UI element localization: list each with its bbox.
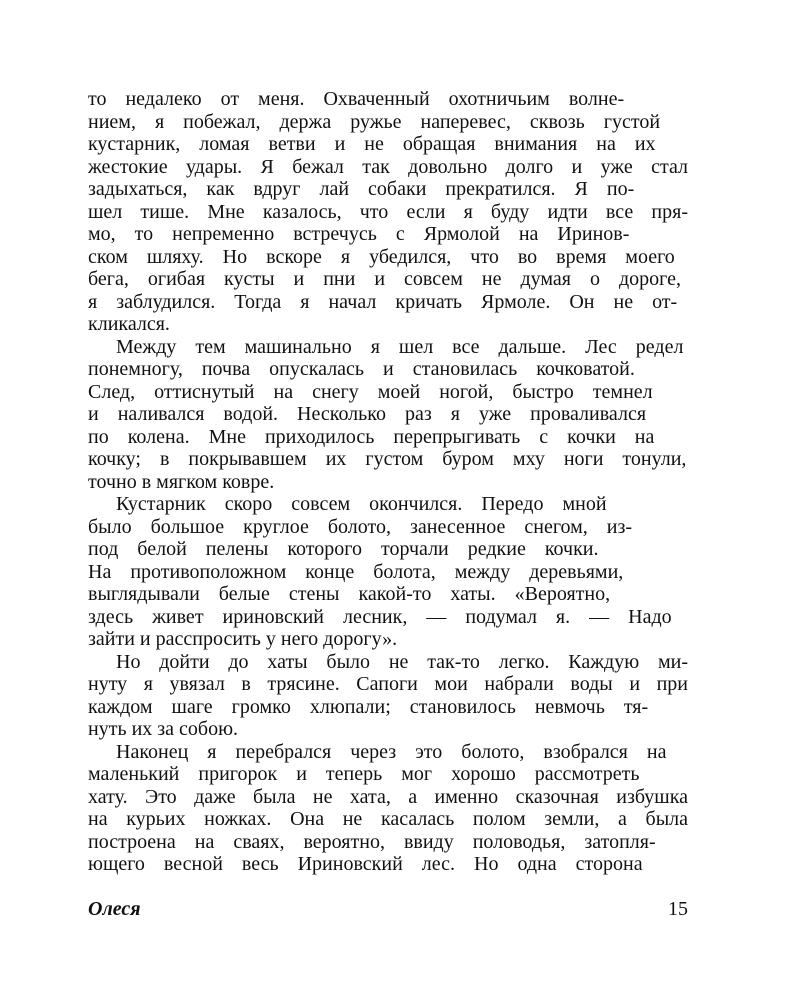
text-line: задыхаться, как вдруг лай собаки прекратился. Я по- bbox=[88, 178, 635, 200]
text-line: ющего весной весь Ириновский лес. Но одна сторона bbox=[88, 853, 643, 875]
text-line: Кустарник скоро совсем окончился. Передо мной bbox=[116, 493, 607, 515]
text-line: мо, то непременно встречусь с Ярмолой на Иринов- bbox=[88, 223, 630, 245]
text-line: ском шляху. Но вскоре я убедился, что во время моего bbox=[88, 245, 675, 268]
text-line: хату. Это даже была не хата, а именно сказочная избушка bbox=[88, 785, 688, 808]
text-line-row bbox=[88, 111, 688, 134]
text-line-row bbox=[88, 606, 688, 629]
text-line-row bbox=[88, 268, 688, 291]
text-line-row bbox=[88, 696, 688, 719]
text-line-row bbox=[88, 583, 688, 606]
paragraph bbox=[88, 741, 688, 876]
text-line-row bbox=[88, 651, 688, 674]
text-line-row bbox=[88, 448, 688, 471]
text-line-row bbox=[88, 628, 688, 651]
text-line: кустарник, ломая ветви и не обращая внимания на их bbox=[88, 133, 656, 155]
text-line: выглядывали белые стены какой-то хаты. «Вероятно, bbox=[88, 583, 611, 605]
text-line: жестокие удары. Я бежал так довольно долго и уже стал bbox=[88, 155, 688, 178]
text-line: нуту я увязал в трясине. Сапоги мои набрали воды и при bbox=[88, 673, 688, 695]
text-line: зайти и расспросить у него дорогу». bbox=[88, 628, 398, 650]
page-footer bbox=[88, 898, 688, 924]
text-line-row bbox=[88, 561, 688, 584]
text-line-row bbox=[88, 786, 688, 809]
text-line-row bbox=[88, 178, 688, 201]
text-line-row bbox=[88, 831, 688, 854]
text-line: нием, я побежал, держа ружье наперевес, сквозь густой bbox=[88, 110, 661, 133]
text-line: я заблудился. Тогда я начал кричать Ярмоле. Он не от- bbox=[88, 290, 678, 313]
text-line: под белой пелены которого торчали редкие кочки. bbox=[88, 538, 599, 560]
text-line-row bbox=[88, 718, 688, 741]
text-line-row bbox=[88, 246, 688, 269]
text-line: кликался. bbox=[88, 313, 170, 335]
text-line: Но дойти до хаты было не так-то легко. Каждую ми- bbox=[116, 650, 688, 673]
text-line: было большое круглое болото, занесенное снегом, из- bbox=[88, 515, 633, 538]
text-line-row bbox=[88, 313, 688, 336]
page-number: 15 bbox=[668, 898, 688, 920]
text-line: на курьих ножках. Она не касалась полом земли, а была bbox=[88, 808, 688, 830]
text-line: На противоположном конце болота, между деревьями, bbox=[88, 560, 624, 583]
text-line-row bbox=[88, 763, 688, 786]
text-line-row bbox=[88, 291, 688, 314]
text-line-row bbox=[88, 381, 688, 404]
text-line: Наконец я перебрался через это болото, взобрался на bbox=[116, 740, 667, 763]
text-line: понемногу, почва опускалась и становилась кочковатой. bbox=[88, 358, 635, 380]
text-line: построена на сваях, вероятно, ввиду половодья, затопля- bbox=[88, 830, 656, 853]
text-line: Между тем машинально я шел все дальше. Лес редел bbox=[116, 335, 684, 358]
text-line: здесь живет ириновский лесник, — подумал я. — Надо bbox=[88, 605, 672, 628]
text-line: нуть их за собою. bbox=[88, 718, 239, 740]
text-line-row bbox=[88, 471, 688, 494]
text-line: маленький пригорок и теперь мог хорошо рассмотреть bbox=[88, 763, 640, 785]
text-line-row bbox=[88, 336, 688, 359]
text-line: кочку; в покрывавшем их густом буром мху ноги тонули, bbox=[88, 448, 687, 470]
paragraph bbox=[88, 493, 688, 651]
text-line: шел тише. Мне казалось, что если я буду идти все пря- bbox=[88, 200, 688, 223]
text-line-row bbox=[88, 853, 688, 876]
text-line-row bbox=[88, 88, 688, 111]
text-line: точно в мягком ковре. bbox=[88, 470, 275, 493]
text-line-row bbox=[88, 358, 688, 381]
text-line-row bbox=[88, 133, 688, 156]
text-line-row bbox=[88, 156, 688, 179]
text-line-row bbox=[88, 426, 688, 449]
text-line-row bbox=[88, 538, 688, 561]
text-line: бега, огибая кусты и пни и совсем не думая о дороге, bbox=[88, 268, 681, 290]
text-line: След, оттиснутый на снегу моей ногой, быстро темнел bbox=[88, 380, 653, 403]
text-line: каждом шаге громко хлюпали; становилось невмочь тя- bbox=[88, 695, 649, 718]
text-line-row bbox=[88, 808, 688, 831]
text-line-row bbox=[88, 223, 688, 246]
running-title: Олеся bbox=[88, 898, 141, 920]
text-line: по колена. Мне приходилось перепрыгивать с кочки на bbox=[88, 425, 655, 448]
text-line-row bbox=[88, 403, 688, 426]
body-text bbox=[88, 88, 688, 876]
text-line-row bbox=[88, 493, 688, 516]
paragraph bbox=[88, 88, 688, 336]
text-line-row bbox=[88, 741, 688, 764]
text-line-row bbox=[88, 201, 688, 224]
text-line: и наливался водой. Несколько раз я уже проваливался bbox=[88, 403, 647, 425]
text-line-row bbox=[88, 673, 688, 696]
paragraph bbox=[88, 651, 688, 741]
text-line: то недалеко от меня. Охваченный охотничьим волне- bbox=[88, 88, 625, 110]
text-line-row bbox=[88, 516, 688, 539]
paragraph bbox=[88, 336, 688, 494]
